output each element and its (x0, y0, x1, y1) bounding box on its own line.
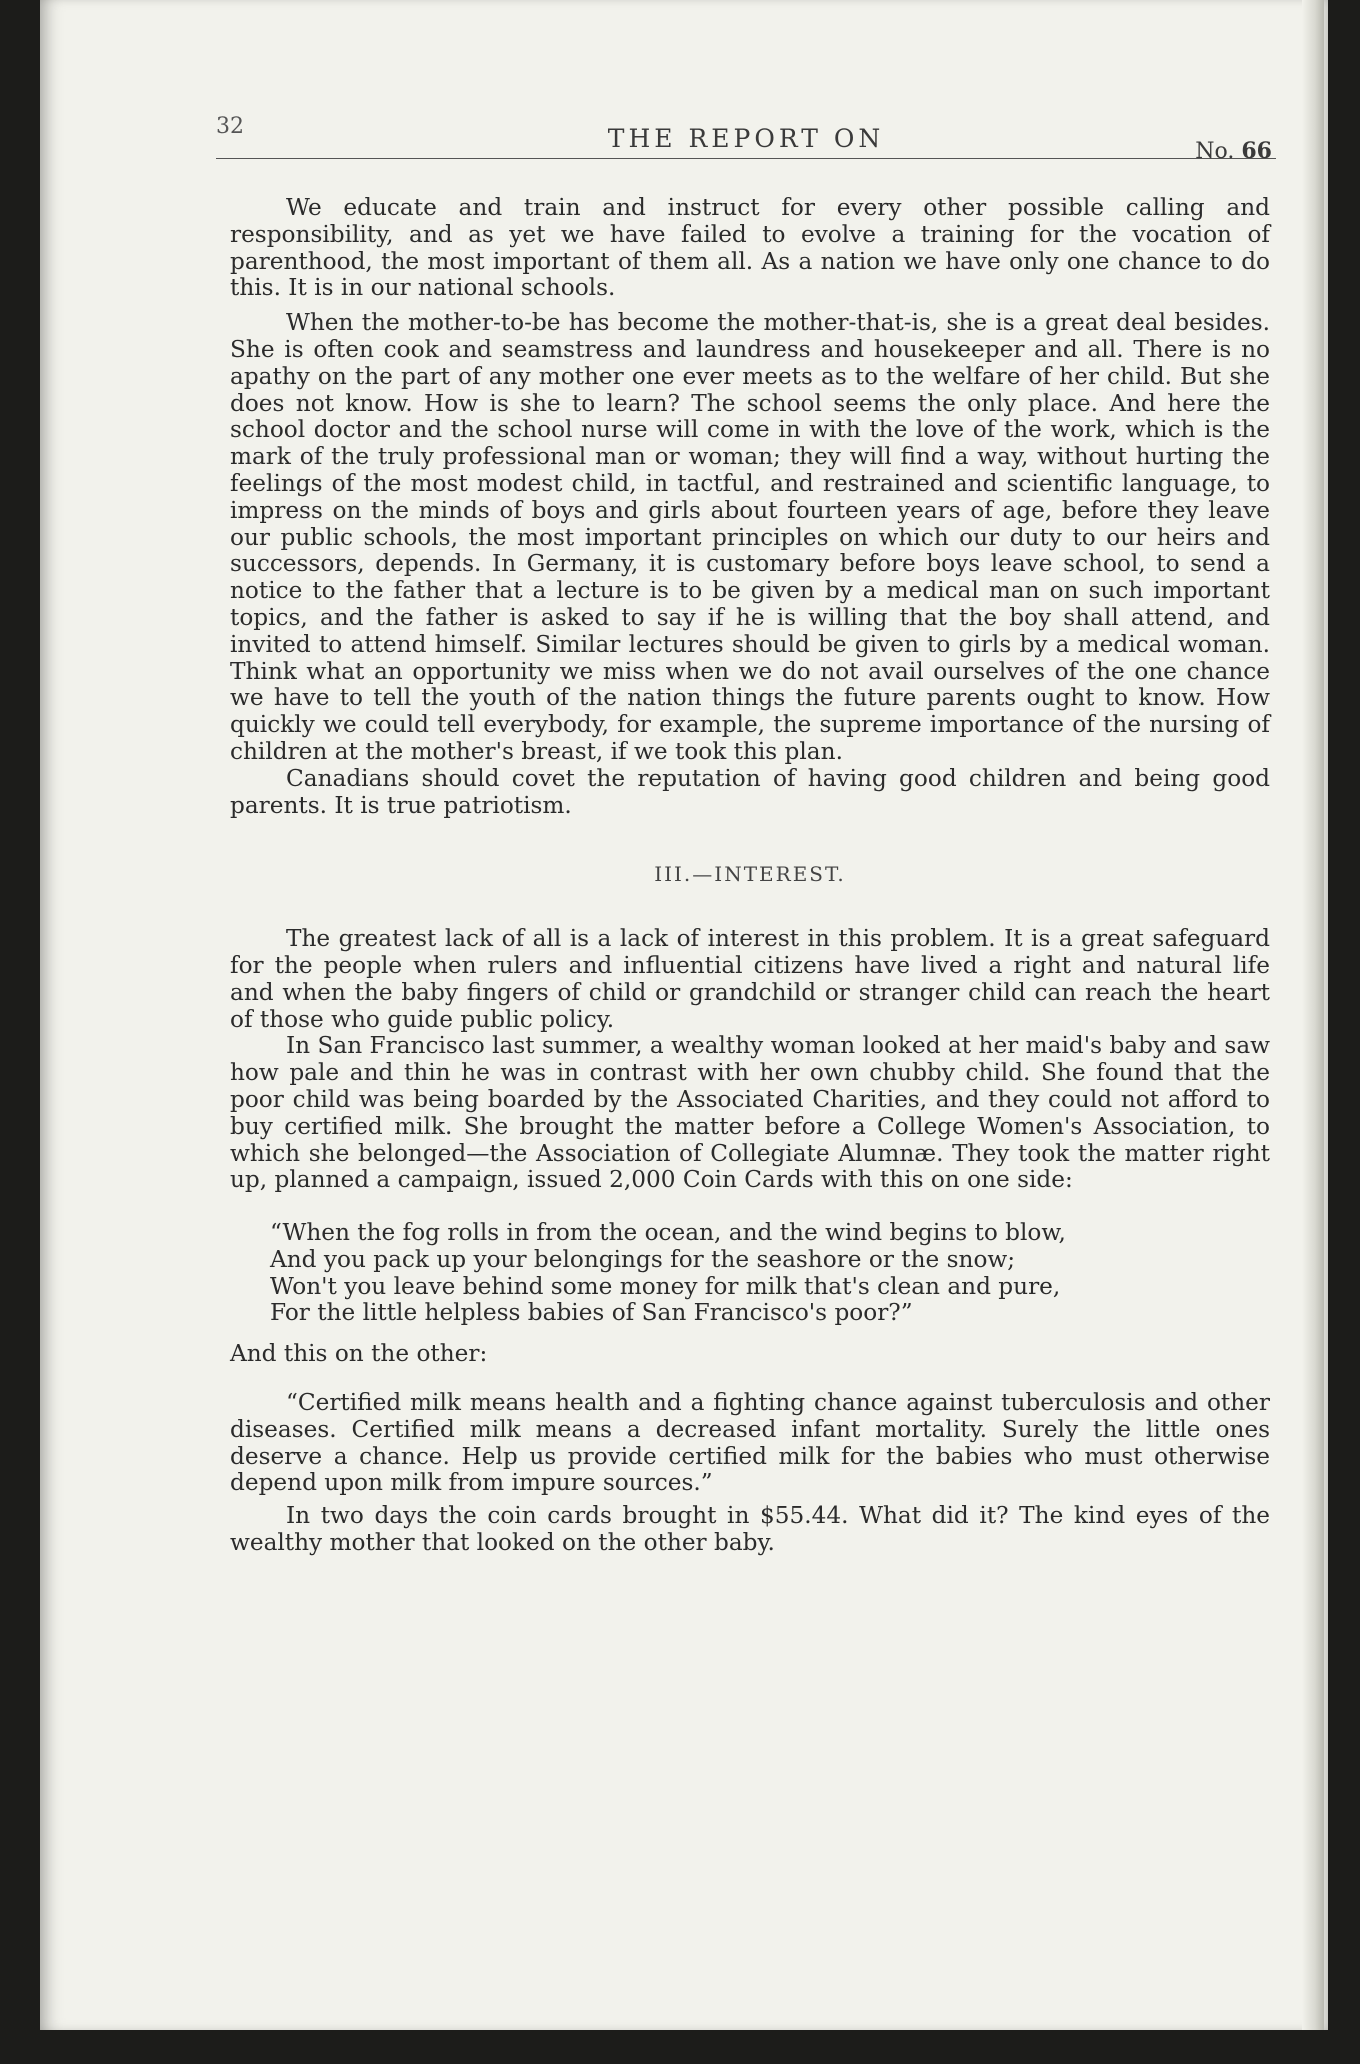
paragraph: In San Francisco last summer, a wealthy woman looked at her maid's baby and saw how pale and thin he was in contrast with her own chubby child. She found that the poor child was being boarded by the Associated Charities, and they could not afford to buy certified milk. She brought the matter before a College Women's Association, to which she belonged—the Association of Collegiate Alumnæ. They took the matter right up, planned a campaign, issued 2,000 Coin Cards with this on one side: (230, 1032, 1270, 1194)
paragraph: When the mother-to-be has become the mother-that-is, she is a great deal besides. She is often cook and seamstress and laundress and housekeeper and all. There is no apathy on the part of any mother one ever meets as to the welfare of her child. But she does not know. How is she to learn? The school seems the only place. And here the school doctor and the school nurse will come in with the love of the work, which is the mark of the truly professional man or woman; they will find a way, without hurting the feelings of the most modest child, in tactful, and restrained and scientific language, to impress on the minds of boys and girls about fourteen years of age, before they leave our public schools, the most important principles on which our duty to our heirs and successors, depends. In Germany, it is customary before boys leave school, to send a notice to the father that a lecture is to be given by a medical man on such important topics, and the father is asked to say if he is willing that the boy shall attend, and invited to attend himself. Similar lectures should be given to girls by a medical woman. Think what an opportunity we miss when we do not avail ourselves of the one chance we have to tell the youth of the nation things the future parents ought to know. How quickly we could tell everybody, for example, the supreme importance of the nursing of children at the mother's breast, if we took this plan. (230, 309, 1270, 765)
poem-line: For the little helpless babies of San Francisco's poor?” (270, 1299, 913, 1327)
running-head: THE REPORT ON (607, 124, 885, 153)
paragraph: We educate and train and instruct for every other possible calling and responsibility, and as yet we have failed to evolve a training for the vocation of parenthood, the most important of them all. As a nation we have only one chance to do this. It is in our national schools. (230, 194, 1270, 302)
issue-number (1195, 138, 1272, 164)
issue-prefix: No. (1195, 139, 1235, 164)
poem-line: And you pack up your belongings for the seashore or the snow; (270, 1245, 1016, 1273)
other-side-intro: And this on the other: (230, 1340, 488, 1368)
poem-line: “When the fog rolls in from the ocean, and the wind begins to blow, (270, 1219, 1066, 1247)
section-heading: III.—INTEREST. (654, 862, 846, 887)
paragraph: The greatest lack of all is a lack of interest in this problem. It is a great safeguard for the people when rulers and influential citizens have lived a right and natural life and when the baby fingers of child or grandchild or stranger child can reach the heart of those who guide public policy. (230, 925, 1270, 1033)
issue-number-value: 66 (1241, 138, 1272, 164)
page-edge-shadow (1302, 0, 1324, 2030)
page-number: 32 (216, 114, 244, 139)
page-header (216, 108, 1276, 164)
poem-line: Won't you leave behind some money for milk that's clean and pure, (270, 1272, 1061, 1300)
paragraph: Canadians should covet the reputation of having good children and being good parents. It is true patriotism. (230, 764, 1270, 819)
closing-paragraph: In two days the coin cards brought in $55.44. What did it? The kind eyes of the wealthy mother that looked on the other baby. (230, 1502, 1270, 1557)
coin-card-poem (270, 1220, 1270, 1327)
scanned-page (40, 0, 1328, 2030)
article-body (230, 195, 1270, 1557)
coin-card-quote: “Certified milk means health and a fighting chance against tuberculosis and other diseases. Certified milk means a decreased infant mortality. Surely the little ones deserve a chance. Help us provide certified milk for the babies who must otherwise depend upon milk from impure sources.” (230, 1389, 1270, 1497)
